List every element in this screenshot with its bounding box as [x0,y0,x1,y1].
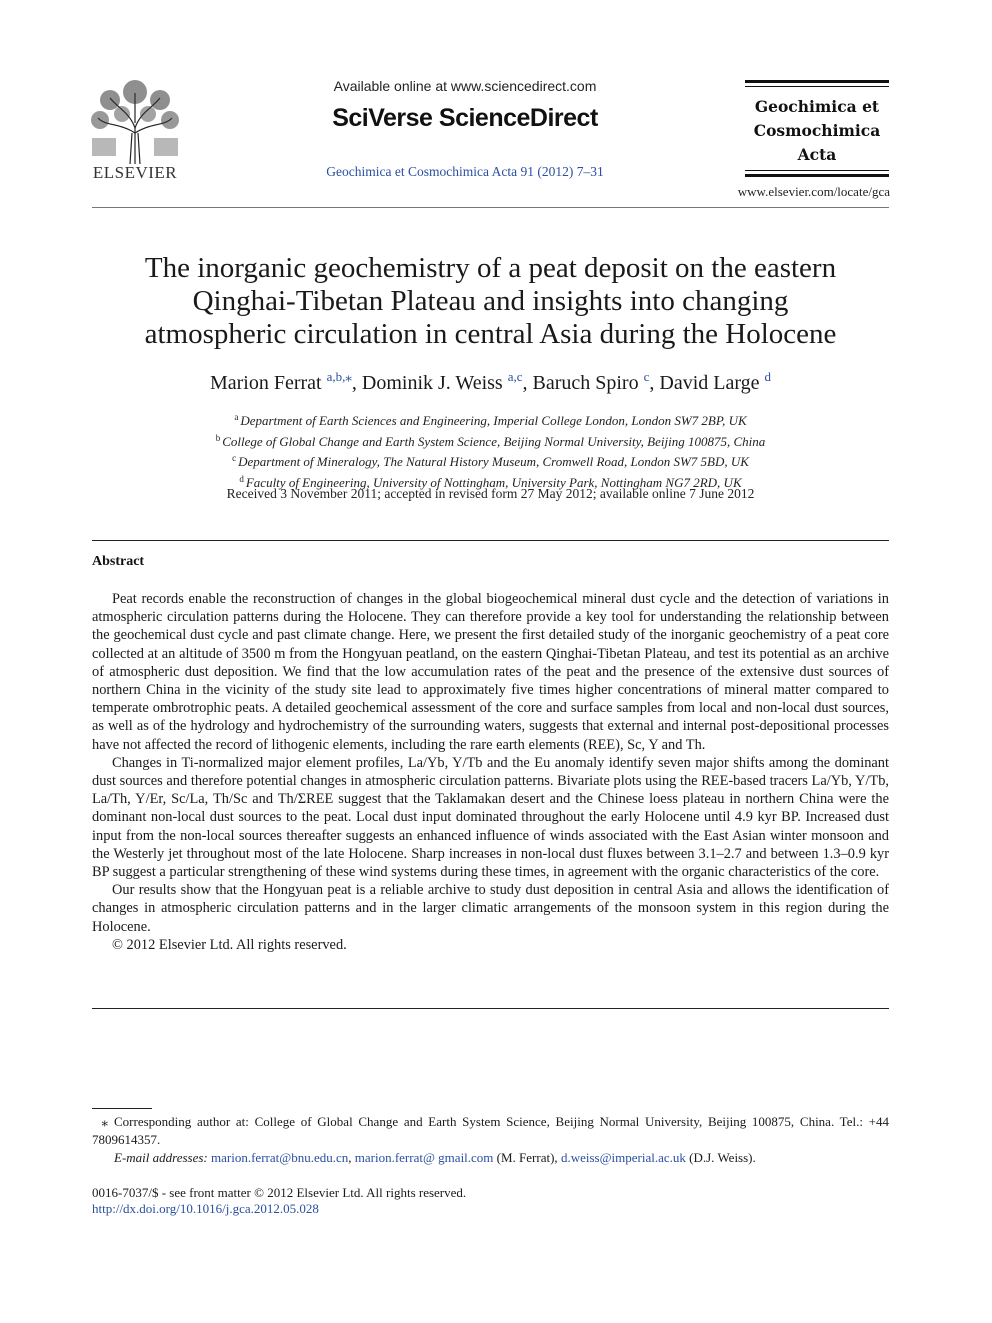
article-history: Received 3 November 2011; accepted in revised form 27 May 2012; available online 7 June 2012 [226,486,755,501]
affiliation-mark: b [215,432,221,443]
affiliation-mark: d [239,473,244,484]
platform-brand[interactable]: SciVerse ScienceDirect [332,104,598,132]
abstract-top-rule [92,540,889,541]
author-affiliation-marks[interactable]: d [764,369,772,384]
affiliation-list [92,409,889,491]
abstract-body [92,590,889,954]
affiliation-text: Department of Mineralogy, The Natural History Museum, Cromwell Road, London SW7 5BD, UK [238,454,749,469]
affiliation-text: Faculty of Engineering, University of Nottingham, University Park, Nottingham NG7 2RD, UK [245,474,742,490]
email-owner: (D.J. Weiss). [685,1150,756,1165]
abstract-paragraph: Changes in Ti-normalized major element profiles, La/Yb, Y/Tb and the Eu anomaly identify seven major shifts among the dominant dust sources and therefore potential changes in atmospheric circulation patterns. Bivariate plots using the REE-based tracers La/Yb, Y/Tb, La/Th, Y/Er, Sc/La, Th/Sc and Th/ΣREE suggest that the Taklamakan desert and the Chinese loess plateau in northern China were the dominant non-local dust sources to the peat. Local dust input dominated throughout the early Holocene until 4.9 kyr BP. Increased dust input from the non-local sources thereafter suggests an enhanced influence of winds associated with the East Asian winter monsoon and the Westerly jet throughout most of the late Holocene. Sharp increases in non-local dust fluxes between 3.1–2.7 and between 1.3–0.9 kyr BP suggest a particular strengthening of these wind systems during these times, in agreement with the organic characteristics of the core. [92,754,889,881]
journal-url-link[interactable]: www.elsevier.com/locate/gca [737,184,890,199]
corresponding-author-text: Corresponding author at: College of Global Change and Earth System Science, Beijing Normal University, Beijing 100875, China. Tel.: +44 7809614357. [92,1114,889,1147]
affiliation [92,409,889,430]
email-separator: , [348,1150,355,1165]
corresponding-author-note [92,1113,889,1149]
abstract-paragraph: Peat records enable the reconstruction of changes in the global biogeochemical mineral dust cycle and the detection of variations in atmospheric circulation patterns during the Holocene. They can therefore provide a key tool for understanding the relationship between the geochemical dust cycle and past climate change. Here, we present the first detailed study of the inorganic geochemistry of a peat core collected at an altitude of 3500 m from the Hongyuan peatland, on the eastern Qinghai-Tibetan Plateau, and test its potential as an archive of atmospheric dust deposition. We find that the low accumulation rates of the peat and the presence of the extensive dust sources of northern China in the vicinity of the study site lead to approximately five times higher concentrations of mineral matter compared to temperate ombrotrophic peats. A detailed geochemical assessment of the core and surface samples from local and non-local dust sources, as well as of the hydrology and hydrochemistry of the surrounding waters, suggests that external and internal post-depositional processes have not affected the record of lithogenic elements, including the rare earth elements (REE), Sc, Y and Th. [92,591,889,753]
affiliation-text: College of Global Change and Earth System Science, Beijing Normal University, Beijing 100875, China [222,433,766,449]
abstract-heading: Abstract [92,554,145,569]
email-label: E-mail addresses: [114,1150,208,1165]
journal-box-rule [745,174,889,177]
journal-name [745,95,889,167]
journal-box-rule [745,86,889,87]
footnote-rule [92,1108,152,1109]
journal-name-line: Acta [797,145,837,164]
author-affiliation-marks[interactable]: a,b,⁎ [326,369,352,384]
journal-name-line: Cosmochimica [753,121,881,140]
email-link[interactable]: d.weiss@imperial.ac.uk [560,1150,686,1165]
email-link[interactable]: marion.ferrat@ gmail.com [354,1150,494,1165]
journal-citation-link[interactable]: Geochimica et Cosmochimica Acta 91 (2012) 7–31 [326,164,604,179]
email-link[interactable]: marion.ferrat@bnu.edu.cn [211,1150,349,1165]
journal-box-rule [745,170,889,171]
header-divider [92,207,889,208]
footnotes [92,1113,889,1167]
author-separator: , [649,372,660,394]
author-affiliation-marks[interactable]: a,c [507,369,523,384]
affiliation-text: Department of Earth Sciences and Engineering, Imperial College London, London SW7 2BP, UK [240,413,747,428]
affiliation-mark: c [232,453,237,463]
author-name[interactable]: Marion Ferrat [209,372,322,394]
author-name[interactable]: David Large [659,372,760,394]
article-title [92,252,889,351]
author-list [92,369,889,395]
issn-line: 0016-7037/$ - see front matter © 2012 Elsevier Ltd. All rights reserved. [92,1185,467,1200]
author-name[interactable]: Dominik J. Weiss [361,372,503,394]
journal-box-rule [745,80,889,83]
abstract-bottom-rule [92,1008,889,1009]
author-name[interactable]: Baruch Spiro [532,372,639,394]
author-separator: , [351,372,362,394]
abstract-paragraph: Our results show that the Hongyuan peat is a reliable archive to study dust deposition in central Asia and allows the identification of changes in atmospheric circulation patterns and in the larger climatic arrangements of the monsoon system in this region during the Holocene. [92,882,889,935]
affiliation [92,450,889,471]
publisher-logo-text: ELSEVIER [92,163,178,182]
affiliation-mark: a [234,412,239,422]
journal-name-line: Geochimica et [754,97,880,116]
title-line: atmospheric circulation in central Asia during the Holocene [144,318,837,350]
available-online-text: Available online at www.sciencedirect.com [333,78,597,94]
email-owner: (M. Ferrat), [493,1150,561,1165]
author-separator: , [522,372,533,394]
email-addresses [92,1149,889,1167]
corresponding-mark: ⁎ [101,1114,108,1129]
doi-link[interactable]: http://dx.doi.org/10.1016/j.gca.2012.05.028 [92,1201,319,1216]
title-line: The inorganic geochemistry of a peat deposit on the eastern [144,252,837,284]
copyright-notice: © 2012 Elsevier Ltd. All rights reserved. [112,936,347,953]
author-affiliation-marks[interactable]: c [643,369,650,384]
title-line: Qinghai-Tibetan Plateau and insights into changing [192,285,789,317]
affiliation [92,430,889,451]
